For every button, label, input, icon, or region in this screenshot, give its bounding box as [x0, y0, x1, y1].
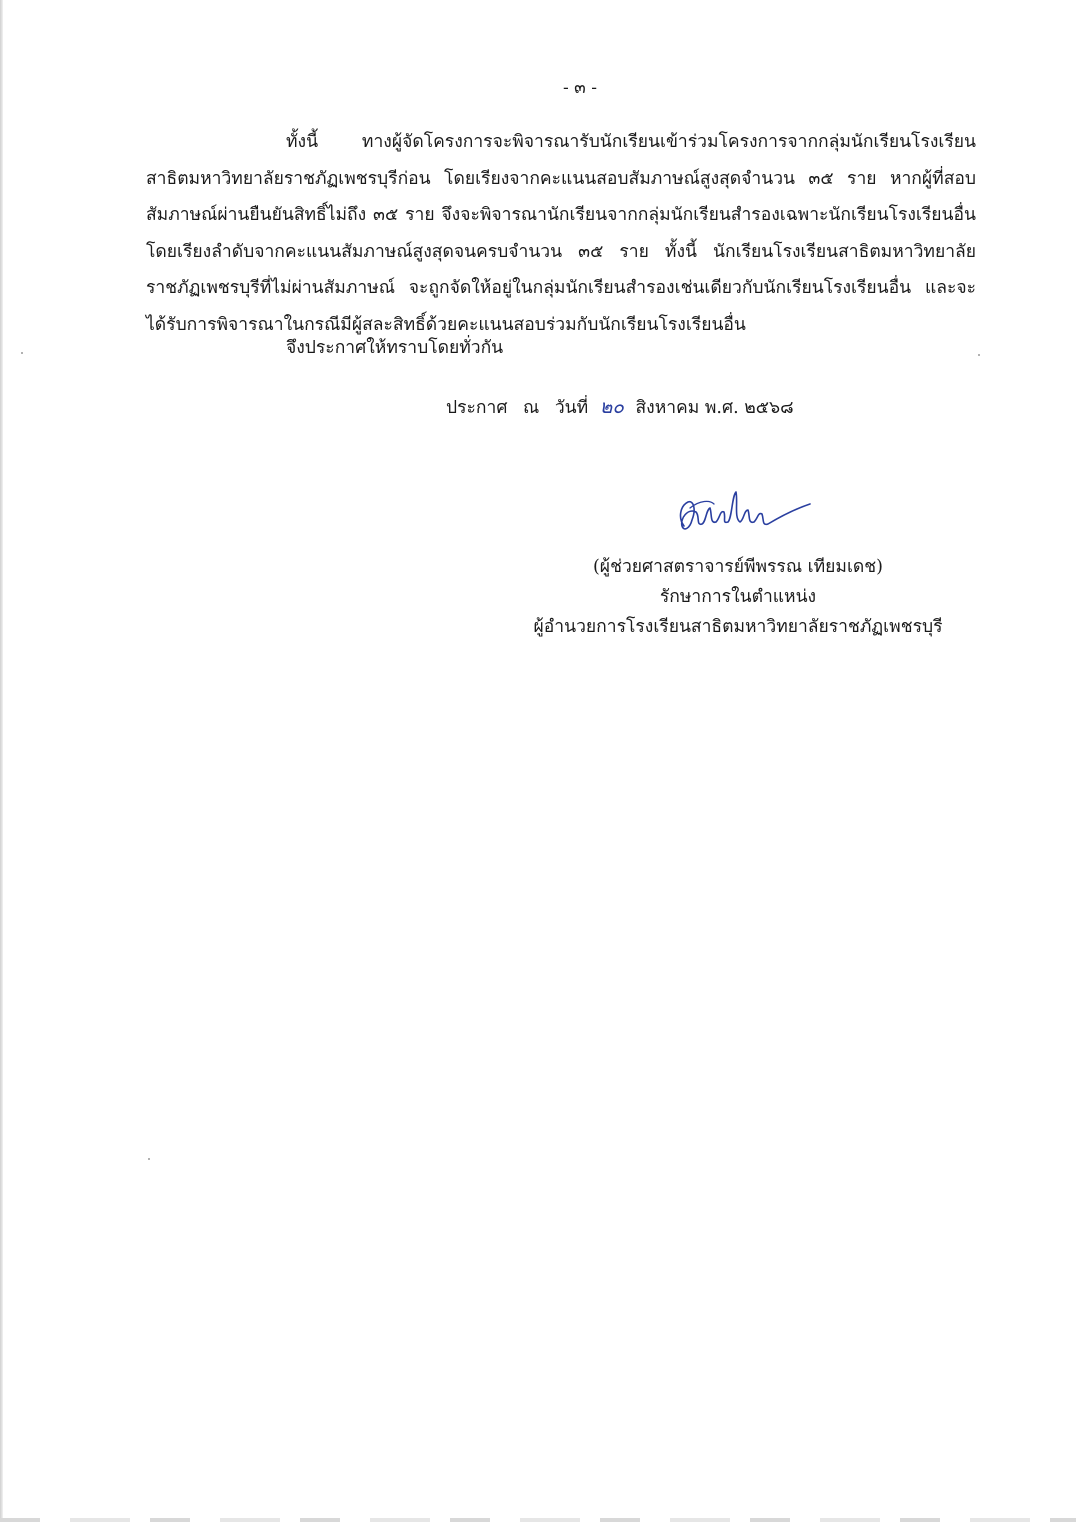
paragraph-line: ราชภัฏเพชรบุรีที่ไม่ผ่านสัมภาษณ์ จะถูกจัดให้อยู่ในกลุ่มนักเรียนสำรองเช่นเดียวกับนักเรียนโรงเรียนอื่น และจะ: [146, 278, 976, 298]
paragraph-line: ทั้งนี้ ทางผู้จัดโครงการจะพิจารณารับนักเรียนเข้าร่วมโครงการจากกลุ่มนักเรียนโรงเรียน: [286, 132, 976, 152]
page-bottom-edge: [0, 1518, 1076, 1522]
main-paragraph: [146, 124, 976, 343]
date-day-handwritten: ๒๐: [599, 396, 624, 418]
scan-speck: [148, 1158, 150, 1160]
handwritten-signature: [670, 478, 820, 548]
page-left-edge: [0, 0, 3, 1522]
date-day-label: วันที่: [554, 398, 589, 418]
scan-speck: [978, 354, 980, 356]
paragraph-line: สัมภาษณ์ผ่านยืนยันสิทธิ์ไม่ถึง ๓๕ ราย จึงจะพิจารณานักเรียนจากกลุ่มนักเรียนสำรองเฉพาะนักเรียนโรงเรียนอื่น: [146, 205, 976, 225]
date-na: ณ: [523, 398, 540, 418]
paragraph-line: สาธิตมหาวิทยาลัยราชภัฏเพชรบุรีก่อน โดยเรียงจากคะแนนสอบสัมภาษณ์สูงสุดจำนวน ๓๕ ราย หากผู้ที่สอบ: [146, 168, 976, 189]
paragraph-line: โดยเรียงลำดับจากคะแนนสัมภาษณ์สูงสุดจนครบจำนวน ๓๕ ราย ทั้งนี้ นักเรียนโรงเรียนสาธิตมหาวิทยาลัย: [146, 241, 976, 262]
signatory-name: (ผู้ช่วยศาสตราจารย์พีพรรณ เทียมเดช): [592, 557, 883, 577]
announcement-date: [446, 392, 794, 422]
paragraph-line: ได้รับการพิจารณาในกรณีมีผู้สละสิทธิ์ด้วยคะแนนสอบร่วมกับนักเรียนโรงเรียนอื่น: [146, 314, 746, 335]
scan-speck: [21, 352, 23, 354]
closing-statement: จึงประกาศให้ทราบโดยทั่วกัน: [286, 338, 504, 358]
date-prefix: ประกาศ: [446, 398, 508, 418]
date-month-year: สิงหาคม พ.ศ. ๒๕๖๘: [635, 398, 794, 418]
signatory-position: ผู้อำนวยการโรงเรียนสาธิตมหาวิทยาลัยราชภัฏเพชรบุรี: [533, 617, 943, 637]
signatory-acting: รักษาการในตำแหน่ง: [659, 587, 817, 607]
signatory-block: [478, 552, 998, 642]
page-number: - ๓ -: [563, 78, 597, 98]
